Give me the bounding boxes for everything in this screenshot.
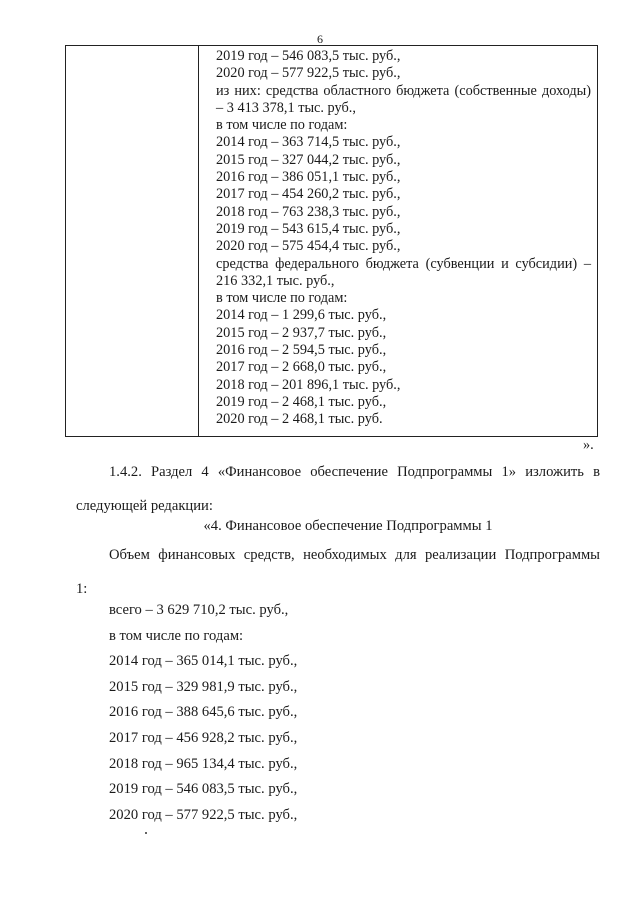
paragraph-amendment — [76, 463, 600, 515]
paragraph-line: следующей редакции: — [76, 498, 213, 514]
regional-year-line: 2015 год – 327 044,2 тыс. руб., — [216, 151, 401, 168]
amount-year-line: 2015 год – 329 981,9 тыс. руб., — [109, 678, 298, 695]
regional-year-line: 2018 год – 763 238,3 тыс. руб., — [216, 203, 401, 220]
regional-year-line: 2017 год – 454 260,2 тыс. руб., — [216, 186, 401, 203]
regional-year-line: 2020 год – 575 454,4 тыс. руб., — [216, 238, 401, 255]
budget-table — [65, 45, 598, 437]
federal-year-line: 2015 год – 2 937,7 тыс. руб., — [216, 324, 387, 341]
paragraph-line: 1.4.2. Раздел 4 «Финансовое обеспечение Подпрограммы 1» изложить в — [109, 464, 600, 480]
federal-year-line: 2016 год – 2 594,5 тыс. руб., — [216, 342, 387, 359]
amount-year-line: 2020 год – 577 922,5 тыс. руб., — [109, 806, 298, 823]
regional-by-year-label: в том числе по годам: — [216, 117, 348, 134]
amount-year-line: 2019 год – 546 083,5 тыс. руб., — [109, 781, 298, 798]
paragraph-line: 1: — [76, 581, 88, 597]
regional-year-line: 2019 год – 543 615,4 тыс. руб., — [216, 220, 401, 237]
federal-budget-text: средства федерального бюджета (субвенции и субсидии) – 216 332,1 тыс. руб., — [216, 255, 591, 289]
amount-year-line: 2017 год – 456 928,2 тыс. руб., — [109, 729, 298, 746]
regional-budget-text: из них: средства областного бюджета (собственные доходы) – 3 413 378,1 тыс. руб., — [216, 82, 591, 116]
section-heading: «4. Финансовое обеспечение Подпрограммы 1 — [203, 518, 493, 534]
scan-speck — [145, 832, 147, 834]
federal-year-line: 2020 год – 2 468,1 тыс. руб. — [216, 411, 383, 428]
amounts-list — [109, 598, 297, 828]
regional-year-line: 2016 год – 386 051,1 тыс. руб., — [216, 169, 401, 186]
table-line: 2020 год – 577 922,5 тыс. руб., — [216, 65, 401, 82]
federal-year-line: 2019 год – 2 468,1 тыс. руб., — [216, 393, 387, 410]
federal-year-line: 2014 год – 1 299,6 тыс. руб., — [216, 307, 387, 324]
federal-by-year-label: в том числе по годам: — [216, 290, 348, 307]
page-number: 6 — [317, 32, 323, 46]
amount-year-line: 2016 год – 388 645,6 тыс. руб., — [109, 704, 298, 721]
amount-total: всего – 3 629 710,2 тыс. руб., — [109, 602, 289, 618]
paragraph-volume — [76, 546, 600, 598]
table-left-cell — [66, 46, 199, 436]
regional-year-line: 2014 год – 363 714,5 тыс. руб., — [216, 134, 401, 151]
closing-quote: ». — [583, 437, 594, 453]
table-right-cell — [199, 46, 597, 436]
amount-year-line: 2014 год – 365 014,1 тыс. руб., — [109, 653, 298, 670]
amount-year-line: 2018 год – 965 134,4 тыс. руб., — [109, 755, 298, 772]
amounts-by-year-label: в том числе по годам: — [109, 627, 244, 644]
federal-year-line: 2018 год – 201 896,1 тыс. руб., — [216, 376, 401, 393]
federal-year-line: 2017 год – 2 668,0 тыс. руб., — [216, 359, 387, 376]
paragraph-line: Объем финансовых средств, необходимых для реализации Подпрограммы — [109, 547, 600, 563]
table-line: 2019 год – 546 083,5 тыс. руб., — [216, 48, 401, 64]
